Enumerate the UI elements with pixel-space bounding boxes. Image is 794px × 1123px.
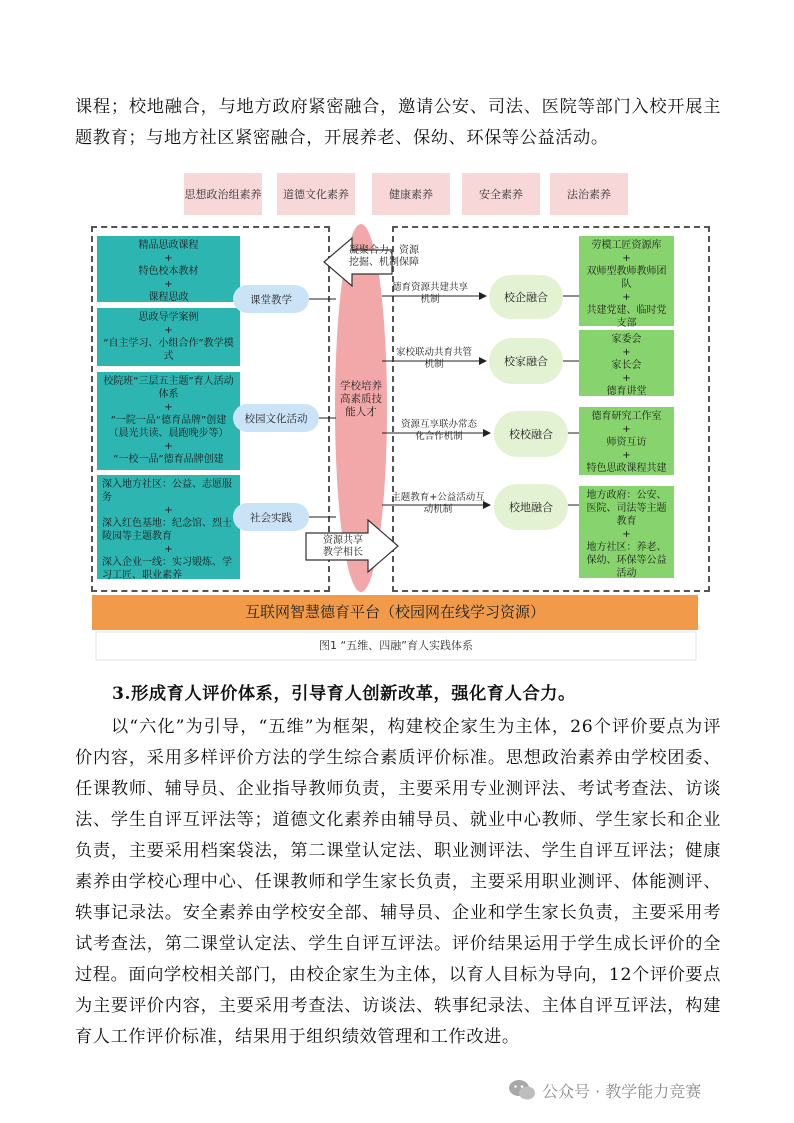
pill-social-practice: 社会实践 [233, 503, 309, 531]
right-box-line: + [622, 373, 631, 384]
right-box-line: + [622, 347, 631, 358]
right-box-line: 德育研究工作室 [591, 411, 662, 422]
literacy-box: 健康素养 [372, 173, 450, 215]
right-box-line: 共建党建、临时党支部 [586, 305, 667, 329]
left-box-line: 深入企业一线：实习锻炼、学习工匠、职业素养 [102, 557, 232, 581]
right-box-line: 家委会 [611, 334, 642, 345]
arrow-top-label: 凝聚合力、资源挖掘、机制保障 [349, 245, 419, 268]
figure-caption: 图1 “五维、四融”育人实践体系 [319, 639, 473, 652]
left-box-line: + [164, 544, 173, 555]
right-box-line: + [622, 424, 631, 435]
center-ellipse-label: 学校培养高素质技能人才 [340, 380, 382, 418]
right-box-line: 劳模工匠资源库 [591, 240, 662, 251]
literacy-box: 法治素养 [550, 173, 628, 215]
watermark-text: 公众号 · 教学能力竞赛 [542, 1081, 702, 1101]
right-box-line: 地方政府：公安、医院、司法等主题教育 [586, 490, 667, 527]
body-paragraph: 以“六化”为引导，“五维”为框架，构建校企家生为主体，26个评价要点为评价内容，采用多样评价方法的学生综合素质评价标准。思想政治素养由学校团委、任课教师、辅导员、企业指导教师负责，主要采用专业测评法、考试考查法、访谈法、学生自评互评法等；道德文化素养由辅导员、就业中心教师、学生家长和企业负责，主要采用档案袋法，第二课堂认定法、职业测评法、学生自评互评法；健康素养由学校心理中心、任课教师和学生家长负责，主要采用职业测评、体能测评、轶事记录法。安全素养由学校安全部、辅导员、企业和学生家长负责，主要采用考试考查法，第二课堂认定法、学生自评互评法。评价结果运用于学生成长评价的全过程。面向学校相关部门，由校企家生为主体，以育人目标为导向，12个评价要点为主要评价内容，主要采用考查法、访谈法、轶事纪录法、主体自评互评法，构建育人工作评价标准，结果用于组织绩效管理和工作改进。 [75, 717, 721, 1047]
right-box-school [579, 407, 674, 475]
right-box-line: + [622, 529, 631, 540]
left-box-line: 深入红色基地：纪念馆、烈士陵园等主题教育 [102, 518, 232, 542]
watermark [508, 1078, 778, 1102]
section-heading: 3.形成育人评价体系，引导育人创新改革，强化育人合力。 [112, 684, 576, 704]
left-box-line: 特色校本教材 [138, 266, 199, 277]
literacy-box: 安全素养 [462, 173, 540, 215]
fusion-family: 校家融合 [489, 338, 563, 384]
left-box-line: + [164, 402, 173, 413]
pill-classroom: 课堂教学 [233, 285, 309, 313]
intro-paragraph: 课程；校地融合，与地方政府紧密融合，邀请公安、司法、医院等部门入校开展主题教育；与地方社区紧密融合，开展养老、保幼、环保等公益活动。 [75, 97, 721, 148]
right-box-local [579, 486, 674, 578]
right-box-line: 师资互访 [606, 437, 647, 448]
literacy-box: 思想政治组素养 [184, 173, 262, 215]
left-box-line: 精品思政课程 [138, 240, 199, 251]
arrow-bottom-label: 资源共享教学相长 [323, 535, 363, 558]
left-box-line: + [164, 325, 173, 336]
fusion-school: 校校融合 [494, 411, 568, 457]
right-box-family [579, 330, 674, 396]
left-box-line: 校院班“三层五主题”育人活动体系 [103, 376, 234, 400]
fusion-enterprise: 校企融合 [489, 275, 563, 319]
left-box-line: 课程思政 [148, 292, 189, 303]
left-box-line: “一院一品“德育品牌”创建（晨光共读、晨跑晚步等） [108, 415, 229, 439]
left-box-line: 思政导学案例 [138, 312, 199, 323]
mechanism-label: 资源互享联办常态化合作机制 [400, 419, 477, 442]
wechat-icon [508, 1079, 536, 1101]
left-box-line: “一校一品”德育品牌创建 [113, 454, 224, 465]
right-box-enterprise [579, 236, 674, 329]
right-box-line: + [622, 450, 631, 461]
fusion-local: 校地融合 [494, 484, 568, 530]
left-box-line: + [164, 253, 173, 264]
pill-campus-culture: 校园文化活动 [233, 404, 319, 432]
right-box-line: + [622, 253, 631, 264]
platform-label: 互联网智慧德育平台（校园网在线学习资源） [244, 603, 545, 621]
mechanism-label: 主题教育+公益活动互动机制 [391, 492, 485, 515]
right-box-line: 德育讲堂 [606, 386, 647, 397]
left-box-line: + [164, 279, 173, 290]
right-box-line: 特色思政课程共建 [586, 463, 667, 474]
mechanism-label: 德育资源共建共享机制 [392, 282, 469, 305]
right-box-line: 双师型教师教师团队 [586, 266, 667, 290]
left-box-line: 深入地方社区：公益、志愿服务 [102, 479, 232, 503]
left-box-line: + [164, 505, 173, 516]
right-box-line: + [622, 292, 631, 303]
literacy-box: 道德文化素养 [277, 173, 355, 215]
left-box-line: “自主学习、小组合作”教学模式 [103, 338, 234, 362]
right-box-line: 家长会 [611, 360, 642, 371]
left-box-line: + [164, 441, 173, 452]
mechanism-label: 家校联动共育共管机制 [396, 347, 473, 370]
right-box-line: 地方社区：养老、保幼、环保等公益活动 [586, 542, 667, 579]
